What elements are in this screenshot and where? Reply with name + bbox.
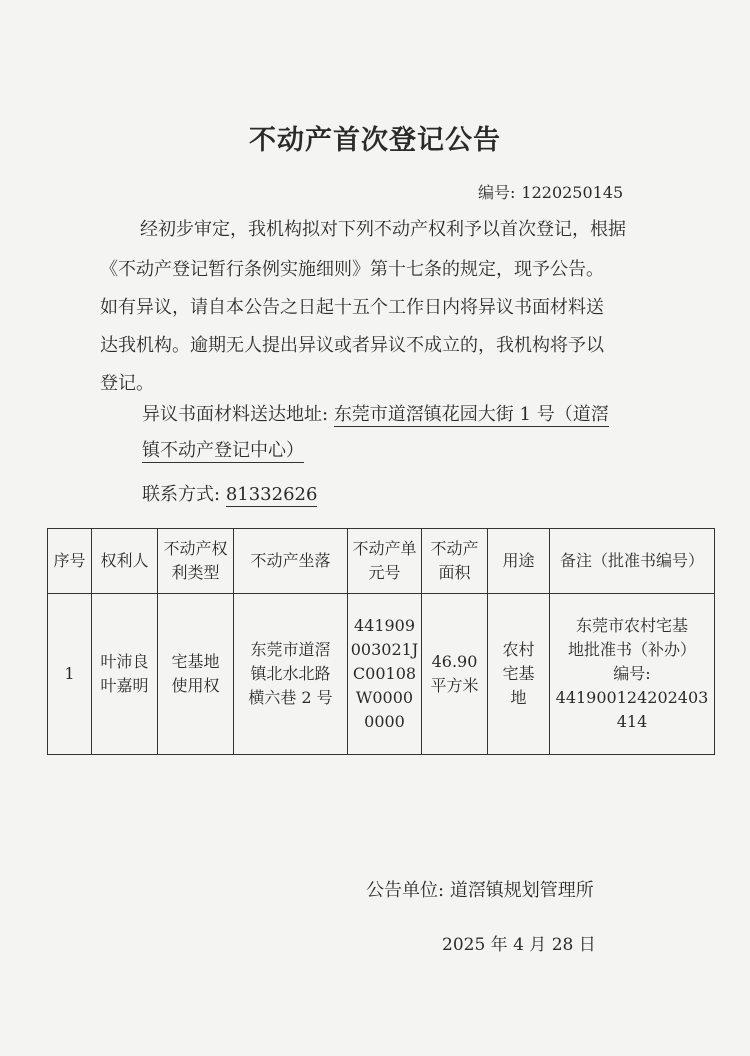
serial-label: 编号:: [478, 183, 516, 202]
contact-value: 81332626: [225, 484, 318, 505]
cell-right-type: 宅基地 使用权: [158, 594, 234, 755]
address-label: 异议书面材料送达地址:: [142, 404, 329, 425]
paragraph-line-3: 如有异议，请自本公告之日起十五个工作日内将异议书面材料送: [100, 297, 604, 318]
header-cell-location: 不动产坐落: [234, 529, 348, 594]
paragraph-line-4: 达我机构。逾期无人提出异议或者异议不成立的，我机构将予以: [100, 335, 604, 356]
table-header-row: [48, 529, 715, 594]
announcing-organization: [366, 876, 594, 902]
serial-value: 1220250145: [521, 183, 624, 202]
paragraph-line-1: 经初步审定，我机构拟对下列不动产权利予以首次登记，根据: [140, 219, 626, 240]
header-cell-owner: 权利人: [92, 529, 158, 594]
cell-unit-number: 441909 003021J C00108 W0000 0000: [348, 594, 422, 755]
contact-label: 联系方式:: [142, 484, 221, 505]
cell-remarks: 东莞市农村宅基 地批准书（补办） 编号: 441900124202403 414: [550, 594, 715, 755]
contact-info: [142, 480, 317, 506]
cell-owner: 叶沛良 叶嘉明: [92, 594, 158, 755]
org-label: 公告单位:: [366, 880, 445, 901]
org-name: 道滘镇规划管理所: [449, 880, 594, 901]
cell-index: 1: [48, 594, 92, 755]
address-value-part1: 东莞市道滘镇花园大街 1 号（道滘: [333, 404, 609, 425]
header-cell-right-type: 不动产权 利类型: [158, 529, 234, 594]
serial-number: [478, 180, 623, 203]
paragraph-line-2: 《不动产登记暂行条例实施细则》第十七条的规定，现予公告。: [100, 259, 604, 280]
paragraph-line-5: 登记。: [100, 373, 154, 394]
header-cell-remarks: 备注（批准书编号）: [550, 529, 715, 594]
table-row: [48, 594, 715, 755]
header-cell-unit-number: 不动产单 元号: [348, 529, 422, 594]
announcement-date: 2025 年 4 月 28 日: [442, 935, 596, 955]
document-title: 不动产首次登记公告: [249, 125, 501, 156]
address-value-part2: 镇不动产登记中心）: [142, 440, 304, 461]
objection-address-cont: [142, 436, 304, 462]
objection-address: [142, 400, 609, 426]
registration-table: [47, 528, 715, 755]
cell-area: 46.90 平方米: [422, 594, 488, 755]
header-cell-area: 不动产 面积: [422, 529, 488, 594]
cell-usage: 农村 宅基 地: [488, 594, 550, 755]
cell-location: 东莞市道滘 镇北水北路 横六巷 2 号: [234, 594, 348, 755]
header-cell-usage: 用途: [488, 529, 550, 594]
header-cell-index: 序号: [48, 529, 92, 594]
